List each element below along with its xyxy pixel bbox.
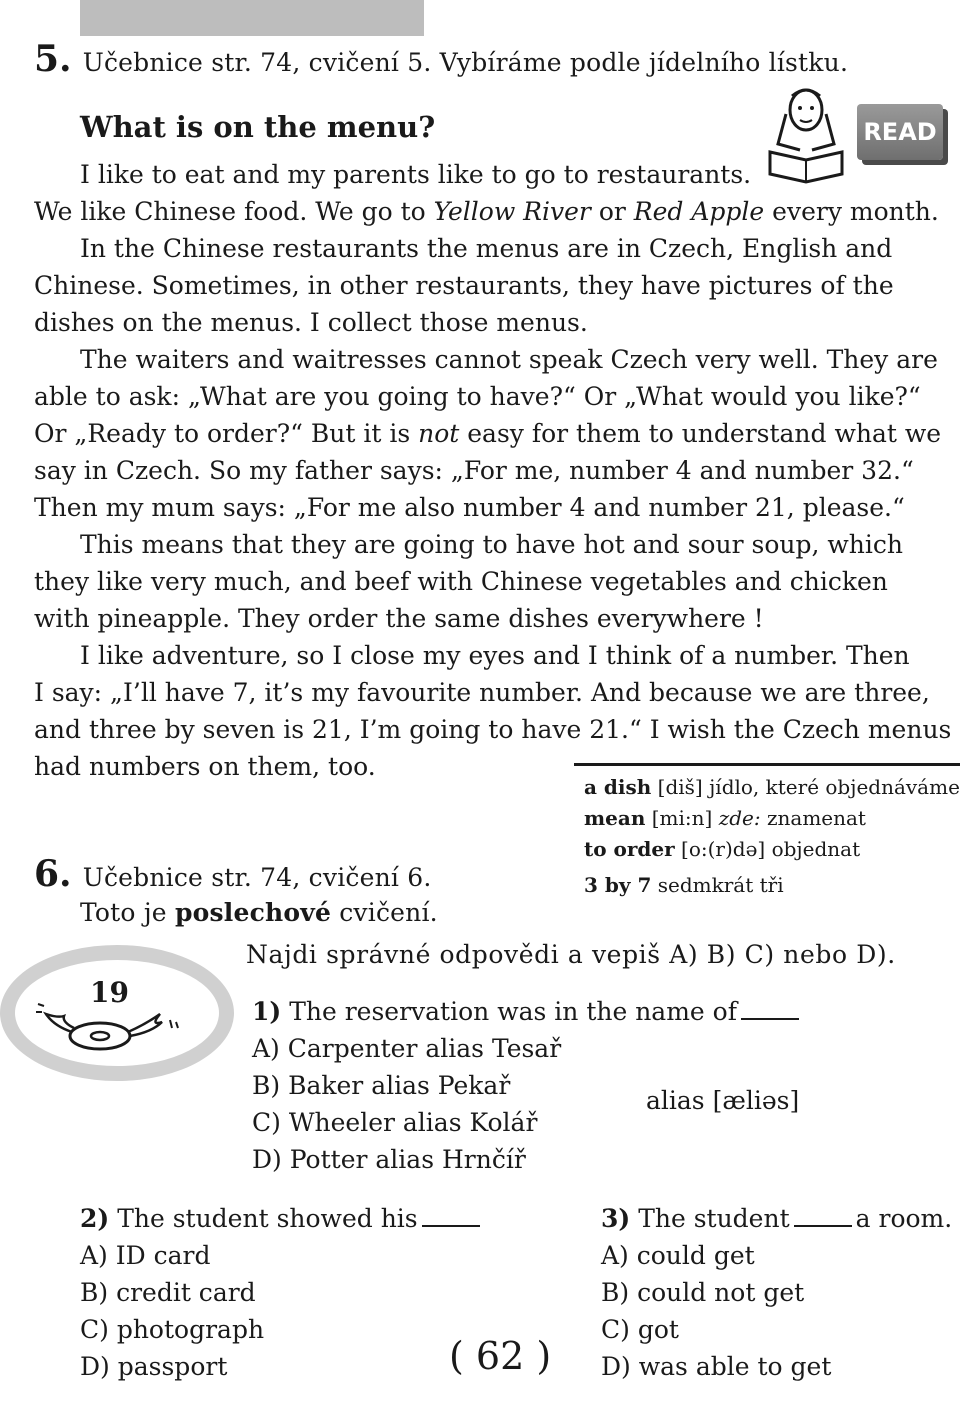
question-3 — [601, 1204, 952, 1233]
option: D) was able to get — [601, 1352, 832, 1381]
reading-line: with pineapple. They order the same dishes everywhere ! — [34, 604, 764, 633]
option: D) Potter alias Hrnčíř — [252, 1145, 526, 1174]
exercise-instruction: Učebnice str. 74, cvičení 5. Vybíráme podle jídelního lístku. — [82, 48, 849, 77]
option: B) credit card — [80, 1278, 256, 1307]
question-number: 2) — [80, 1204, 110, 1233]
glossary-term: to order — [584, 837, 675, 861]
reading-line: In the Chinese restaurants the menus are in Czech, English and — [80, 234, 893, 263]
task-instruction: Najdi správné odpovědi a vepiš A) B) C) nebo D). — [246, 940, 896, 969]
answer-blank[interactable] — [794, 1207, 852, 1227]
glossary-definition: [o:(r)də] objednat — [674, 837, 861, 861]
reading-line: I like to eat and my parents like to go to restaurants. — [80, 160, 752, 189]
question-text: The student showed his — [117, 1204, 418, 1233]
reading-line: Chinese. Sometimes, in other restaurants, they have pictures of the — [34, 271, 894, 300]
reading-line: had numbers on them, too. — [34, 752, 376, 781]
page-number: ( 62 ) — [449, 1334, 552, 1378]
option: A) could get — [601, 1241, 755, 1270]
option: B) could not get — [601, 1278, 805, 1307]
option: D) passport — [80, 1352, 228, 1381]
reading-title: What is on the menu? — [80, 110, 436, 144]
glossary-definition: [mi:n] zde: znamenat — [645, 806, 866, 830]
subline-text: Toto je — [80, 898, 175, 927]
reading-line: I like adventure, so I close my eyes and I think of a number. Then — [80, 641, 910, 670]
header-bar — [80, 0, 424, 36]
exercise-number: 5. — [34, 38, 72, 80]
answer-blank[interactable] — [741, 1000, 799, 1020]
option: A) ID card — [80, 1241, 211, 1270]
reading-line: dishes on the menus. I collect those menus. — [34, 308, 588, 337]
question-text: The reservation was in the name of — [289, 997, 737, 1026]
reading-line: and three by seven is 21, I’m going to have 21.“ I wish the Czech menus — [34, 715, 952, 744]
exercise-instruction: Učebnice str. 74, cvičení 6. — [82, 863, 432, 892]
reading-line: I say: „I’ll have 7, it’s my favourite number. And because we are three, — [34, 678, 930, 707]
glossary-entry — [584, 873, 784, 897]
exercise-6-subline — [80, 898, 438, 927]
flying-cd-icon — [34, 1000, 194, 1056]
reading-line: Then my mum says: „For me also number 4 and number 21, please.“ — [34, 493, 905, 522]
reading-line: We like Chinese food. We go to Yellow River or Red Apple every month. — [34, 197, 939, 226]
option: A) Carpenter alias Tesař — [252, 1034, 562, 1063]
option: C) photograph — [80, 1315, 265, 1344]
question-text: The student — [638, 1204, 790, 1233]
question-number: 3) — [601, 1204, 631, 1233]
answer-blank[interactable] — [422, 1207, 480, 1227]
question-2 — [80, 1204, 484, 1233]
question-number: 1) — [252, 997, 282, 1026]
glossary-definition: sedmkrát tři — [651, 873, 784, 897]
read-badge: READ — [857, 104, 943, 160]
reading-line: The waiters and waitresses cannot speak Czech very well. They are — [80, 345, 938, 374]
glossary-entry — [584, 775, 960, 799]
reading-line: This means that they are going to have hot and sour soup, which — [80, 530, 903, 559]
glossary-term: mean — [584, 806, 646, 830]
exercise-6-heading — [34, 853, 432, 895]
reading-line: Or „Ready to order?“ But it is not easy for them to understand what we — [34, 419, 942, 448]
question-text: a room. — [855, 1204, 953, 1233]
glossary-entry — [584, 806, 866, 830]
question-1 — [252, 997, 803, 1026]
subline-text: cvičení. — [331, 898, 438, 927]
reading-line: they like very much, and beef with Chinese vegetables and chicken — [34, 567, 888, 596]
option: B) Baker alias Pekař — [252, 1071, 511, 1100]
alias-note: alias [æliəs] — [646, 1086, 800, 1115]
reading-person-icon — [760, 84, 852, 184]
track-number: 19 — [90, 976, 129, 1009]
glossary-term: 3 by 7 — [584, 873, 652, 897]
glossary-entry — [584, 837, 860, 861]
option: C) got — [601, 1315, 679, 1344]
reading-line: say in Czech. So my father says: „For me, number 4 and number 32.“ — [34, 456, 914, 485]
glossary-term: a dish — [584, 775, 652, 799]
exercise-number: 6. — [34, 853, 72, 895]
reading-line: able to ask: „What are you going to have?“ Or „What would you like?“ — [34, 382, 921, 411]
subline-bold: poslechové — [174, 898, 332, 927]
exercise-5-heading — [34, 38, 848, 80]
option: C) Wheeler alias Kolář — [252, 1108, 538, 1137]
glossary-definition: [diš] jídlo, které objednáváme — [651, 775, 960, 799]
glossary-divider — [574, 763, 960, 766]
